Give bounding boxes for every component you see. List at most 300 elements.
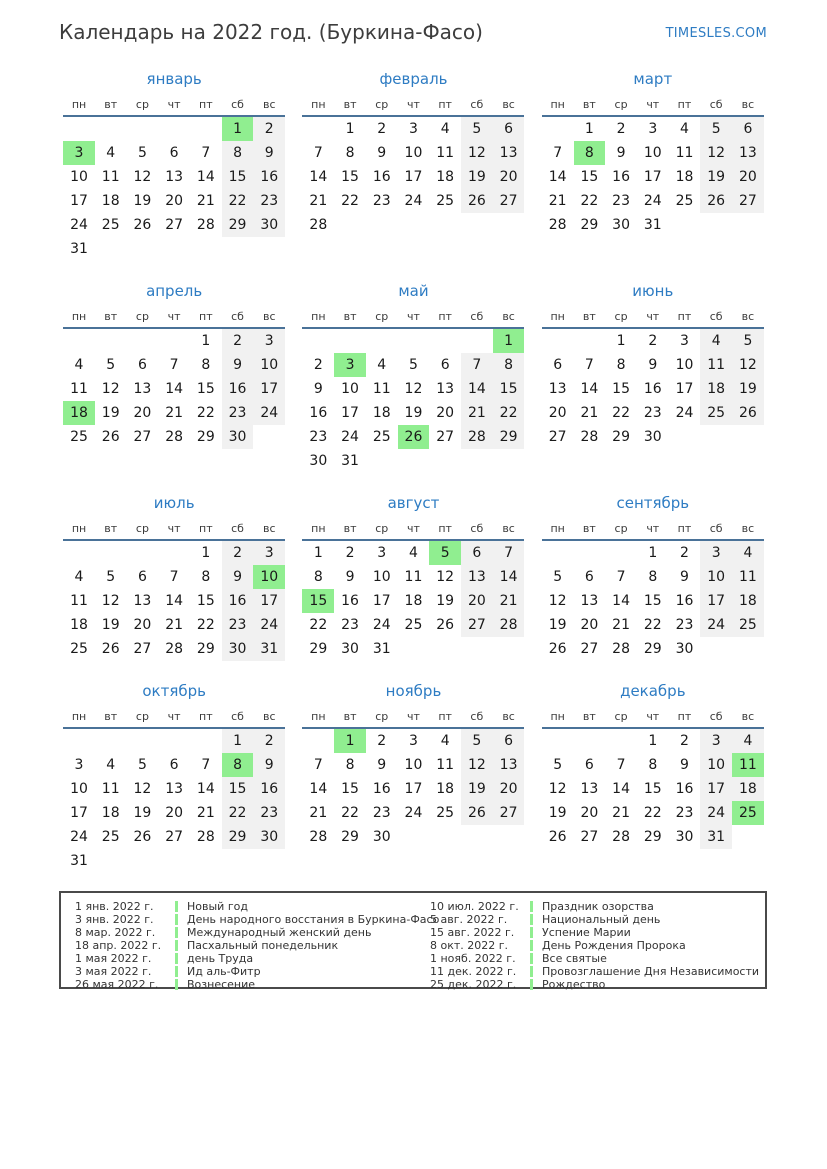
week-row [63, 353, 285, 377]
day-cell-empty [302, 328, 334, 353]
weekday-header-вс: вс [493, 706, 525, 728]
day-cell: 8 [648, 569, 658, 585]
day-cell: 24 [700, 801, 732, 825]
day-cell: 4 [440, 121, 450, 137]
month-2 [297, 71, 529, 261]
legend-holiday-name: Международный женский день [187, 926, 372, 939]
day-cell: 7 [616, 569, 626, 585]
day-cell: 2 [680, 733, 689, 749]
day-cell-empty [398, 449, 430, 473]
week-row [63, 777, 285, 801]
day-cell: 10 [70, 169, 88, 185]
day-cell: 10 [675, 357, 694, 373]
month-6 [537, 283, 769, 473]
legend-row [430, 926, 759, 939]
day-cell: 21 [196, 805, 215, 821]
day-cell: 7 [584, 357, 594, 373]
day-cell: 2 [377, 121, 387, 137]
day-cell: 1 [201, 545, 211, 561]
day-cell: 1 [345, 121, 355, 137]
week-row [542, 213, 764, 237]
day-cell: 14 [612, 781, 630, 797]
weekday-header-пн: пн [302, 94, 334, 116]
day-cell: 26 [461, 801, 493, 825]
legend-holiday-name: Все святые [542, 952, 607, 965]
month-title: апрель [146, 282, 203, 300]
week-row [63, 425, 285, 449]
day-cell: 29 [493, 425, 525, 449]
day-cell: 10 [253, 353, 285, 377]
day-cell-empty [127, 540, 159, 565]
weekday-header-пн: пн [302, 518, 334, 540]
legend-date: 10 июл. 2022 г. [430, 900, 519, 913]
week-row [302, 801, 524, 825]
day-cell: 14 [580, 381, 599, 397]
legend-row [75, 913, 440, 926]
day-cell: 18 [101, 805, 120, 821]
weekday-header-вт: вт [574, 306, 606, 328]
day-cell: 6 [169, 757, 179, 773]
day-cell: 7 [461, 353, 493, 377]
months-grid [58, 71, 769, 873]
day-cell: 19 [461, 165, 493, 189]
day-cell: 9 [616, 145, 626, 161]
calendar-body [302, 728, 524, 849]
day-cell: 22 [643, 805, 662, 821]
day-cell: 14 [165, 381, 184, 397]
day-cell: 17 [643, 169, 662, 185]
month-title: декабрь [620, 682, 686, 700]
weekday-header-пн: пн [63, 706, 95, 728]
day-cell: 23 [309, 429, 328, 445]
week-row [542, 825, 764, 849]
day-cell: 17 [700, 777, 732, 801]
legend-row [430, 965, 759, 978]
day-cell: 27 [580, 829, 599, 845]
weekday-header-вт: вт [95, 306, 127, 328]
week-row [63, 565, 285, 589]
legend-date: 25 дек. 2022 г. [430, 978, 517, 991]
calendar-weekday-row [542, 706, 764, 728]
calendar-body [542, 328, 764, 449]
day-cell: 2 [345, 545, 355, 561]
day-cell: 19 [101, 617, 120, 633]
day-cell-empty [334, 328, 366, 353]
legend-date: 26 мая 2022 г. [75, 978, 159, 991]
week-row [302, 637, 524, 661]
day-cell: 29 [222, 213, 254, 237]
day-cell: 1 [222, 116, 254, 141]
day-cell: 28 [493, 613, 525, 637]
day-cell: 2 [253, 116, 285, 141]
day-cell: 9 [680, 757, 689, 773]
day-cell: 10 [341, 381, 359, 397]
weekday-header-чт: чт [398, 706, 430, 728]
day-cell-empty [493, 825, 525, 849]
day-cell-empty [158, 540, 190, 565]
day-cell: 6 [732, 116, 764, 141]
day-cell: 7 [493, 540, 525, 565]
weekday-header-вс: вс [253, 94, 285, 116]
day-cell-empty [302, 116, 334, 141]
weekday-header-сб: сб [700, 706, 732, 728]
week-row [302, 565, 524, 589]
weekday-header-вт: вт [334, 706, 366, 728]
weekday-header-сб: сб [461, 94, 493, 116]
day-cell-empty [461, 213, 493, 237]
day-cell-empty [732, 425, 764, 449]
day-cell: 4 [74, 357, 84, 373]
day-cell: 19 [548, 805, 567, 821]
day-cell-empty [222, 237, 254, 261]
week-row [63, 728, 285, 753]
weekday-header-ср: ср [366, 306, 398, 328]
day-cell: 4 [700, 328, 732, 353]
day-cell: 18 [404, 593, 423, 609]
day-cell: 12 [404, 381, 423, 397]
week-row [542, 353, 764, 377]
weekday-header-пт: пт [429, 306, 461, 328]
day-cell: 12 [101, 593, 120, 609]
day-cell-empty [398, 328, 430, 353]
weekday-header-сб: сб [700, 518, 732, 540]
day-cell: 5 [106, 357, 116, 373]
weekday-header-чт: чт [637, 706, 669, 728]
weekday-header-ср: ср [605, 518, 637, 540]
week-row [63, 328, 285, 353]
day-cell: 27 [165, 829, 184, 845]
day-cell: 15 [493, 377, 525, 401]
day-cell: 11 [372, 381, 391, 397]
week-row [542, 637, 764, 661]
calendar-weekday-row [63, 306, 285, 328]
day-cell: 7 [313, 757, 323, 773]
day-cell: 30 [222, 637, 254, 661]
day-cell: 2 [222, 540, 254, 565]
month-title: август [387, 494, 440, 512]
month-5 [297, 283, 529, 473]
calendar-table [542, 706, 764, 849]
week-row [302, 728, 524, 753]
weekday-header-вт: вт [95, 518, 127, 540]
weekday-header-пн: пн [302, 706, 334, 728]
day-cell: 6 [584, 757, 594, 773]
month-11 [297, 683, 529, 873]
calendar-body [63, 540, 285, 661]
day-cell: 11 [436, 145, 455, 161]
weekday-header-ср: ср [605, 306, 637, 328]
day-cell: 22 [196, 405, 215, 421]
weekday-header-чт: чт [158, 706, 190, 728]
legend-date: 15 авг. 2022 г. [430, 926, 515, 939]
calendar-weekday-row [542, 306, 764, 328]
week-row [302, 777, 524, 801]
day-cell: 13 [461, 565, 493, 589]
weekday-header-пт: пт [669, 94, 701, 116]
weekday-header-пт: пт [669, 518, 701, 540]
day-cell: 27 [133, 641, 152, 657]
day-cell: 11 [101, 169, 120, 185]
day-cell: 6 [440, 357, 450, 373]
day-cell: 1 [201, 333, 211, 349]
weekday-header-вс: вс [493, 518, 525, 540]
day-cell: 14 [493, 565, 525, 589]
day-cell-empty [63, 328, 95, 353]
day-cell: 1 [493, 328, 525, 353]
day-cell: 23 [675, 617, 694, 633]
day-cell-empty [429, 213, 461, 237]
weekday-header-вс: вс [493, 306, 525, 328]
day-cell: 20 [461, 589, 493, 613]
day-cell: 30 [253, 213, 285, 237]
weekday-row [63, 94, 285, 116]
day-cell: 29 [222, 825, 254, 849]
day-cell: 9 [313, 381, 323, 397]
day-cell: 5 [461, 116, 493, 141]
day-cell: 22 [612, 405, 630, 421]
day-cell: 5 [461, 728, 493, 753]
weekday-header-чт: чт [158, 94, 190, 116]
day-cell: 20 [580, 805, 599, 821]
day-cell: 24 [643, 193, 662, 209]
day-cell-empty [605, 540, 637, 565]
day-cell: 15 [580, 169, 599, 185]
day-cell: 3 [253, 328, 285, 353]
day-cell: 30 [643, 429, 662, 445]
day-cell: 6 [584, 569, 594, 585]
day-cell: 7 [169, 569, 179, 585]
brand-link[interactable]: TIMESLES.COM [665, 26, 767, 41]
week-row [302, 141, 524, 165]
day-cell: 1 [648, 545, 658, 561]
day-cell-empty [461, 637, 493, 661]
day-cell: 11 [70, 593, 88, 609]
legend-column-2 [430, 900, 760, 991]
day-cell: 13 [580, 781, 599, 797]
day-cell: 28 [580, 429, 599, 445]
weekday-header-вс: вс [493, 94, 525, 116]
holiday-legend [59, 891, 767, 989]
day-cell: 24 [700, 613, 732, 637]
day-cell-empty [158, 116, 190, 141]
month-title: июнь [632, 282, 674, 300]
day-cell: 18 [675, 169, 694, 185]
day-cell: 31 [253, 637, 285, 661]
day-cell: 21 [309, 193, 328, 209]
weekday-header-пт: пт [190, 94, 222, 116]
day-cell: 9 [377, 145, 387, 161]
day-cell-empty [732, 213, 764, 237]
legend-holiday-marker [530, 901, 533, 912]
day-cell: 22 [493, 401, 525, 425]
day-cell: 12 [732, 353, 764, 377]
calendar-body [302, 328, 524, 473]
legend-holiday-marker [175, 927, 178, 938]
day-cell: 9 [648, 357, 658, 373]
legend-holiday-marker [175, 901, 178, 912]
day-cell: 11 [675, 145, 694, 161]
legend-holiday-marker [175, 953, 178, 964]
day-cell: 8 [493, 353, 525, 377]
day-cell: 31 [341, 453, 359, 469]
day-cell-empty [574, 728, 606, 753]
month-title: январь [146, 70, 202, 88]
week-row [542, 189, 764, 213]
calendar-body [302, 116, 524, 237]
legend-column-1 [75, 900, 440, 991]
day-cell: 2 [648, 333, 658, 349]
day-cell-empty [732, 637, 764, 661]
day-cell: 23 [372, 193, 391, 209]
day-cell: 24 [404, 805, 423, 821]
day-cell: 26 [461, 189, 493, 213]
day-cell: 16 [341, 593, 359, 609]
weekday-header-сб: сб [700, 94, 732, 116]
legend-date: 8 окт. 2022 г. [430, 939, 509, 952]
legend-date: 1 нояб. 2022 г. [430, 952, 516, 965]
day-cell: 18 [372, 405, 391, 421]
day-cell: 6 [137, 569, 147, 585]
weekday-header-пт: пт [669, 706, 701, 728]
day-cell: 14 [196, 781, 215, 797]
day-cell: 19 [700, 165, 732, 189]
day-cell: 21 [196, 193, 215, 209]
week-row [63, 753, 285, 777]
day-cell: 26 [732, 401, 764, 425]
week-row [302, 753, 524, 777]
day-cell: 25 [700, 401, 732, 425]
week-row [302, 589, 524, 613]
day-cell: 6 [169, 145, 179, 161]
legend-holiday-name: Успение Марии [542, 926, 631, 939]
month-title: сентябрь [616, 494, 690, 512]
day-cell-empty [700, 213, 732, 237]
day-cell: 22 [580, 193, 599, 209]
weekday-header-сб: сб [461, 306, 493, 328]
weekday-row [302, 518, 524, 540]
day-cell-empty [429, 328, 461, 353]
day-cell: 6 [493, 116, 525, 141]
week-row [542, 801, 764, 825]
day-cell: 8 [201, 357, 211, 373]
legend-row [75, 965, 430, 978]
day-cell-empty [542, 540, 574, 565]
day-cell: 18 [732, 777, 764, 801]
day-cell: 27 [436, 429, 455, 445]
day-cell: 16 [253, 777, 285, 801]
week-row [542, 565, 764, 589]
day-cell: 26 [436, 617, 455, 633]
weekday-header-пт: пт [190, 306, 222, 328]
day-cell: 27 [580, 641, 599, 657]
legend-holiday-name: Национальный день [542, 913, 661, 926]
day-cell: 3 [408, 733, 418, 749]
day-cell: 20 [133, 617, 152, 633]
day-cell: 30 [222, 425, 254, 449]
day-cell: 26 [700, 189, 732, 213]
day-cell: 1 [313, 545, 323, 561]
day-cell-empty [95, 116, 127, 141]
day-cell: 25 [101, 829, 120, 845]
day-cell: 25 [101, 217, 120, 233]
day-cell: 17 [70, 805, 88, 821]
legend-date: 8 мар. 2022 г. [75, 926, 156, 939]
day-cell: 16 [222, 589, 254, 613]
day-cell: 15 [196, 381, 215, 397]
day-cell: 24 [372, 617, 391, 633]
day-cell: 21 [612, 805, 630, 821]
day-cell: 29 [612, 429, 630, 445]
day-cell: 8 [345, 757, 355, 773]
day-cell: 26 [398, 425, 430, 449]
day-cell: 7 [616, 757, 626, 773]
day-cell: 20 [165, 193, 184, 209]
weekday-row [63, 518, 285, 540]
calendar-body [63, 116, 285, 261]
weekday-row [542, 706, 764, 728]
day-cell: 11 [70, 381, 88, 397]
legend-holiday-name: Провозглашение Дня Независимости [542, 965, 760, 978]
legend-row [430, 978, 759, 991]
week-row [302, 377, 524, 401]
day-cell: 18 [436, 781, 455, 797]
day-cell: 13 [436, 381, 455, 397]
week-row [302, 401, 524, 425]
day-cell: 20 [548, 405, 567, 421]
day-cell: 3 [408, 121, 418, 137]
calendar-body [63, 728, 285, 873]
weekday-row [302, 706, 524, 728]
calendar-table [302, 518, 524, 661]
weekday-header-чт: чт [158, 306, 190, 328]
day-cell: 28 [612, 641, 630, 657]
weekday-header-ср: ср [366, 94, 398, 116]
weekday-header-сб: сб [222, 518, 254, 540]
day-cell: 10 [700, 753, 732, 777]
day-cell: 15 [196, 593, 215, 609]
legend-holiday-marker [530, 966, 533, 977]
day-cell: 13 [493, 753, 525, 777]
day-cell: 29 [196, 641, 215, 657]
day-cell: 12 [700, 141, 732, 165]
day-cell: 7 [313, 145, 323, 161]
weekday-header-вт: вт [334, 94, 366, 116]
day-cell: 29 [580, 217, 599, 233]
day-cell: 6 [461, 540, 493, 565]
day-cell: 28 [165, 641, 184, 657]
legend-holiday-name: День Рождения Пророка [542, 939, 686, 952]
calendar-weekday-row [302, 306, 524, 328]
legend-holiday-marker [175, 940, 178, 951]
weekday-header-чт: чт [637, 94, 669, 116]
month-4 [58, 283, 290, 473]
day-cell: 20 [436, 405, 455, 421]
day-cell-empty [334, 213, 366, 237]
day-cell: 3 [63, 141, 95, 165]
day-cell: 13 [493, 141, 525, 165]
legend-holiday-name: Ид аль-Фитр [187, 965, 261, 978]
day-cell: 17 [253, 377, 285, 401]
day-cell-empty [127, 328, 159, 353]
day-cell-empty [127, 849, 159, 873]
week-row [302, 825, 524, 849]
day-cell: 1 [616, 333, 626, 349]
day-cell: 25 [372, 429, 391, 445]
weekday-header-пн: пн [63, 306, 95, 328]
calendar-table [542, 306, 764, 449]
day-cell: 4 [408, 545, 418, 561]
weekday-header-вс: вс [253, 706, 285, 728]
